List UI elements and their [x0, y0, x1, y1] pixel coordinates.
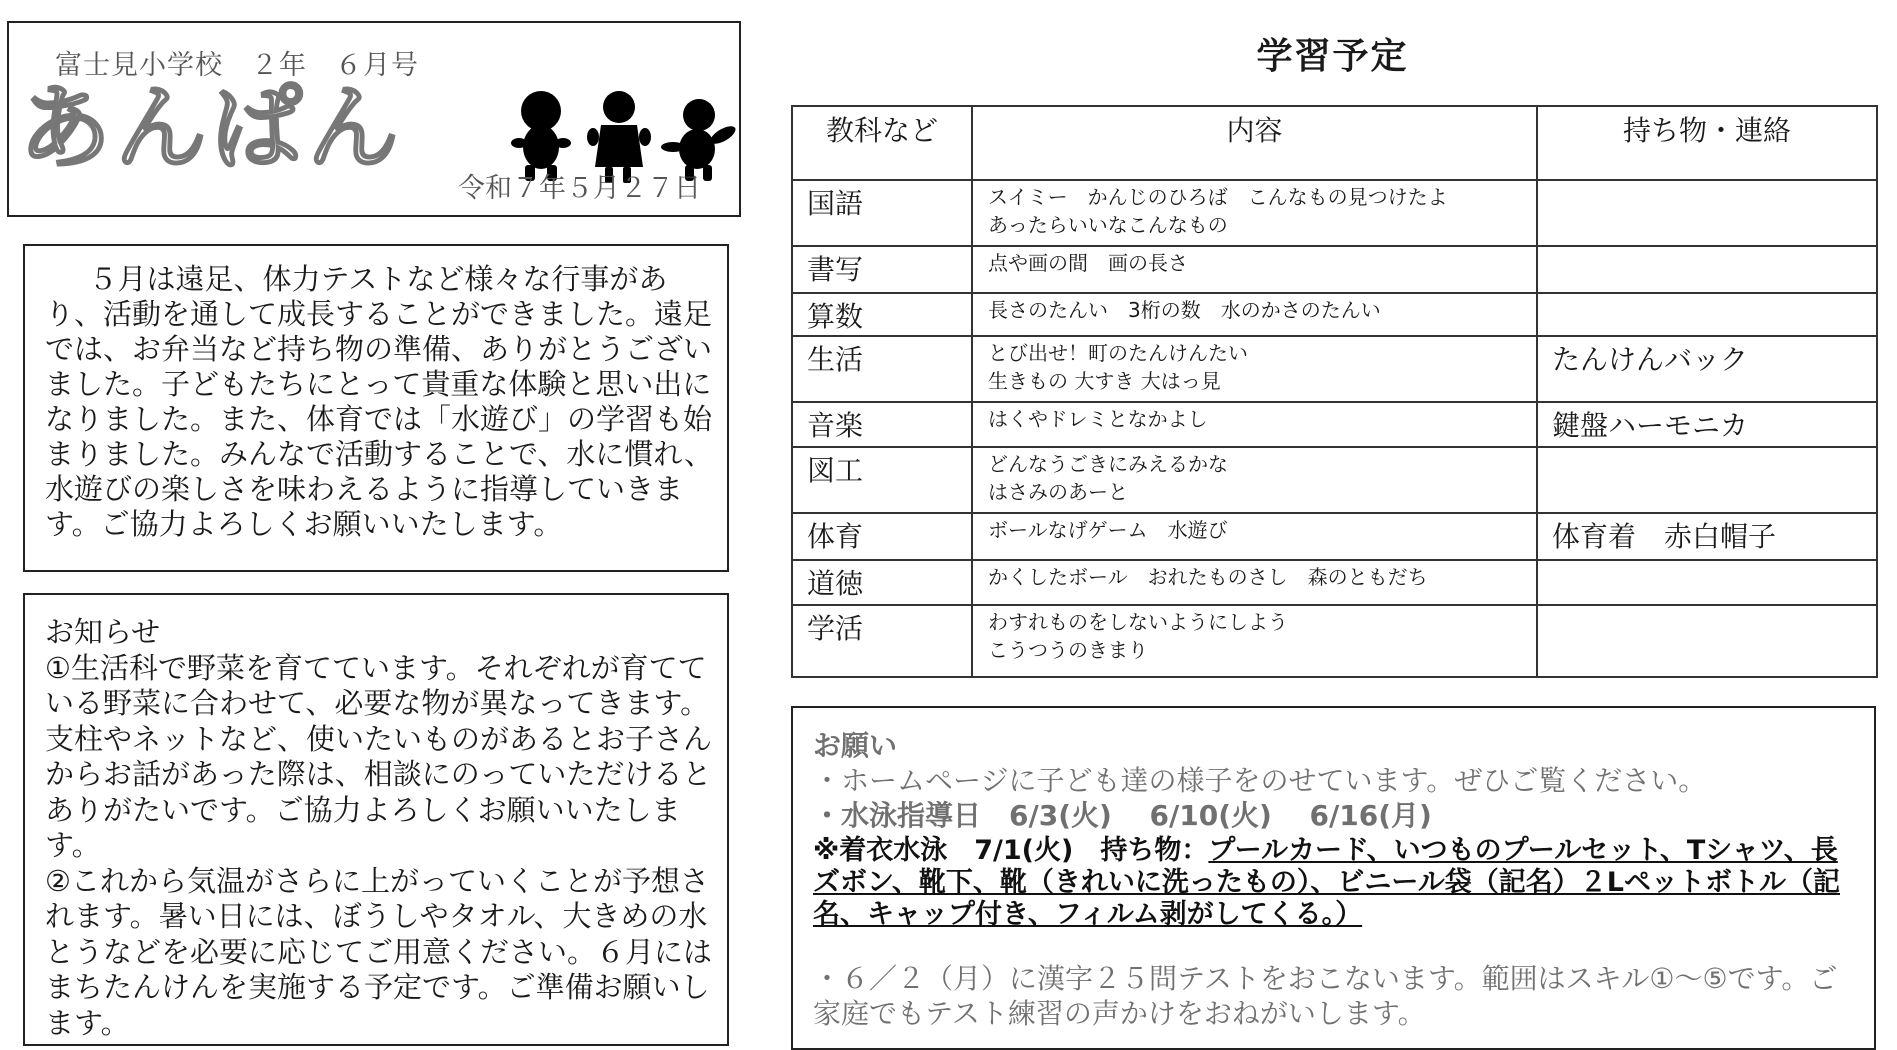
subject-cell: 図工 [792, 447, 972, 513]
content-line: はくやドレミとなかよし [988, 407, 1208, 431]
items-cell [1537, 447, 1877, 513]
subject-cell: 音楽 [792, 402, 972, 447]
items-cell: 体育着 赤白帽子 [1537, 513, 1877, 560]
content-cell [972, 293, 1537, 336]
content-cell [972, 180, 1537, 246]
subject-cell: 算数 [792, 293, 972, 336]
request-section [791, 706, 1876, 1050]
notice-section [23, 593, 729, 1046]
table-row [792, 180, 1877, 246]
content-line: かくしたボール おれたものさし 森のともだち [988, 565, 1428, 589]
subject-cell: 道徳 [792, 560, 972, 605]
table-row [792, 246, 1877, 293]
schedule-table [791, 105, 1878, 678]
items-cell [1537, 560, 1877, 605]
header-subject: 教科など [792, 106, 972, 180]
content-cell [972, 605, 1537, 677]
table-row [792, 447, 1877, 513]
header-content: 内容 [972, 106, 1537, 180]
subject-cell: 国語 [792, 180, 972, 246]
table-row [792, 336, 1877, 402]
content-cell [972, 513, 1537, 560]
content-line: あったらいいなこんなもの [988, 213, 1228, 237]
request-clothing-swim [813, 835, 1863, 931]
content-line: はさみのあーと [988, 480, 1128, 504]
table-row [792, 560, 1877, 605]
content-cell [972, 402, 1537, 447]
table-header-row [792, 106, 1877, 180]
table-row [792, 513, 1877, 560]
content-line: 長さのたんい 3桁の数 水のかさのたんい [988, 298, 1381, 322]
table-row [792, 402, 1877, 447]
intro-message [23, 244, 729, 572]
subject-cell: 学活 [792, 605, 972, 677]
items-cell [1537, 605, 1877, 677]
request-swim-dates: ・水泳指導日 6/3(火) 6/10(火) 6/16(月) [813, 799, 1432, 832]
newsletter-header [7, 21, 741, 217]
notice-heading: お知らせ [45, 615, 161, 649]
content-line: スイミー かんじのひろば こんなもの見つけたよ [988, 185, 1448, 209]
newsletter-title: あんぱん [19, 75, 404, 182]
subject-cell: 書写 [792, 246, 972, 293]
school-line: 富士見小学校 ２年 ６月号 [55, 50, 419, 81]
items-cell: たんけんバック [1537, 336, 1877, 402]
content-line: こうつうのきまり [988, 638, 1148, 662]
content-cell [972, 246, 1537, 293]
notice-item-1: ①生活科で野菜を育てています。それぞれが育てている野菜に合わせて、必要な物が異なってきます。支柱やネットなど、使いたいものがあるとお子さんからお話があった際は、相談にのっていただけるとありがたいです。ご協力よろしくお願いいたします。 [45, 650, 713, 862]
request-heading: お願い [813, 729, 898, 762]
items-cell [1537, 246, 1877, 293]
content-cell [972, 560, 1537, 605]
content-cell [972, 447, 1537, 513]
items-cell [1537, 293, 1877, 336]
clothing-prefix: ※着衣水泳 7/1(火) 持ち物： [813, 835, 1209, 866]
content-line: 点や画の間 画の長さ [988, 251, 1188, 275]
issue-date: 令和７年５月２７日 [458, 173, 701, 204]
table-row [792, 605, 1877, 677]
content-line: わすれものをしないようにしよう [988, 610, 1288, 634]
content-line: どんなうごきにみえるかな [988, 452, 1228, 476]
table-row [792, 293, 1877, 336]
schedule-title: 学習予定 [1256, 36, 1409, 77]
notice-item-2: ②これから気温がさらに上がっていくことが予想されます。暑い日には、ぼうしやタオル、大きめの水とうなどを必要に応じてご用意ください。６月にはまちたんけんを実施する予定です。ご準備お願いします。 [45, 863, 713, 1040]
content-line: とび出せ！町のたんけんたい [988, 341, 1248, 365]
items-cell [1537, 180, 1877, 246]
content-line: 生きもの 大すき 大はっ見 [988, 369, 1221, 393]
header-items: 持ち物・連絡 [1537, 106, 1877, 180]
items-cell: 鍵盤ハーモニカ [1537, 402, 1877, 447]
subject-cell: 生活 [792, 336, 972, 402]
content-cell [972, 336, 1537, 402]
request-kanji-test: ・６／２（月）に漢字２５問テストをおこないます。範囲はスキル①～⑤です。ご家庭でもテスト練習の声かけをおねがいします。 [813, 962, 1838, 1030]
request-homepage: ・ホームページに子ども達の様子をのせています。ぜひご覧ください。 [813, 764, 1707, 797]
intro-text: ５月は遠足、体力テストなど様々な行事があり、活動を通して成長することができました。遠足では、お弁当など持ち物の準備、ありがとうございました。子どもたちにとって貴重な体験と思い出になりました。また、体育では「水遊び」の学習も始まりました。みんなで活動することで、水に慣れ、水遊びの楽しさを味わえるように指導していきます。ご協力よろしくお願いいたします。 [45, 262, 714, 541]
subject-cell: 体育 [792, 513, 972, 560]
content-line: ボールなげゲーム 水遊び [988, 518, 1228, 542]
clothing-items: プールカード、いつものプールセット、Tシャツ、長ズボン、靴下、靴（きれいに洗ったもの）、ビニール袋（記名）２Lペットボトル（記名、キャップ付き、フィルム剥がしてくる。） [813, 835, 1841, 930]
